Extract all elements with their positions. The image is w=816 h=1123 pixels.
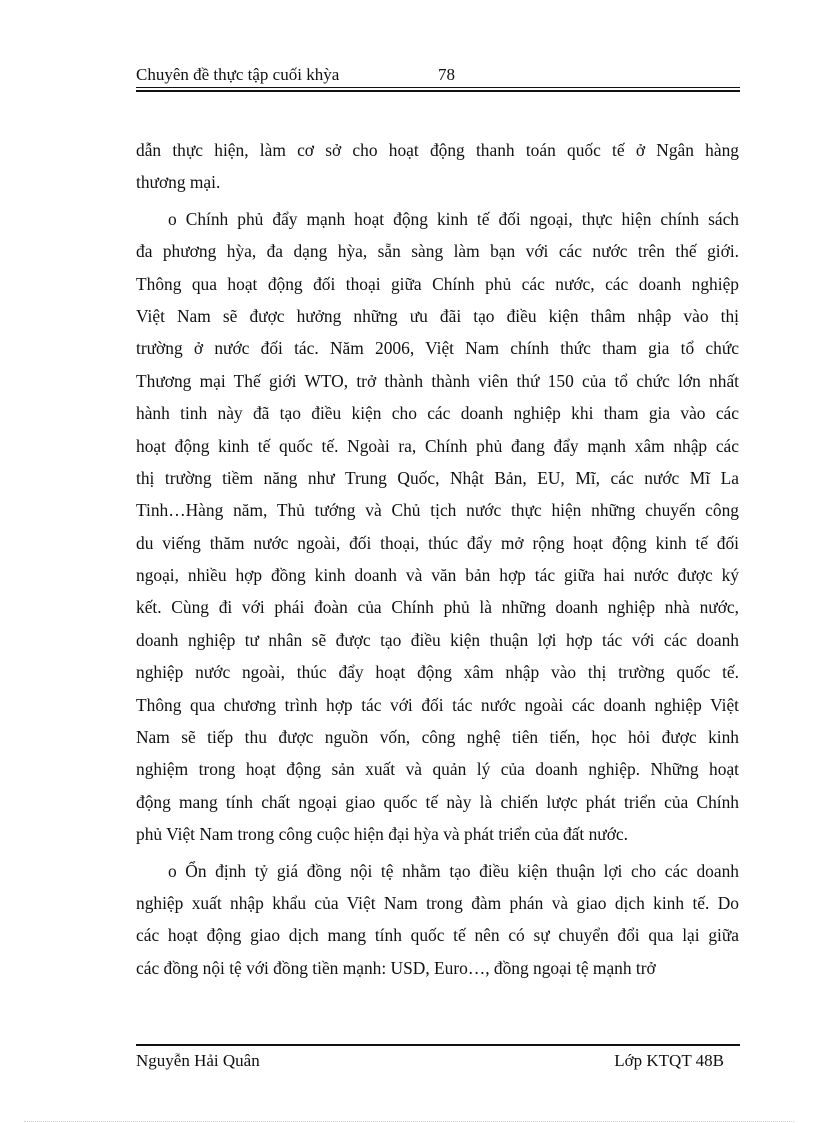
text-line: trường ở nước đối tác. Năm 2006, Việt Nam chính thức tham gia tổ chức xyxy=(136,338,739,359)
text-line: Nam sẽ tiếp thu được nguồn vốn, công nghệ tiên tiến, học hỏi được kinh xyxy=(136,727,739,748)
text-line: nghiệp nước ngoài, thúc đẩy hoạt động xâm nhập vào thị trường quốc tế. xyxy=(136,662,739,683)
text-line: thương mại. xyxy=(136,172,221,193)
text-line: dẫn thực hiện, làm cơ sở cho hoạt động thanh toán quốc tế ở Ngân hàng xyxy=(136,140,739,160)
footer-class: Lớp KTQT 48B xyxy=(614,1051,724,1070)
header-rule-thin xyxy=(136,87,740,88)
text-line: đa phương hỳa, đa dạng hỳa, sẵn sàng làm bạn với các nước trên thế giới. xyxy=(136,241,739,262)
text-line: du viếng thăm nước ngoài, đối thoại, thúc đẩy mở rộng hoạt động kinh tế đối xyxy=(136,532,739,553)
body-text xyxy=(136,134,739,984)
header-rule-thick xyxy=(136,90,740,92)
text-line: o Ổn định tỷ giá đồng nội tệ nhằm tạo điều kiện thuận lợi cho các doanh xyxy=(168,860,739,881)
text-line: thị trường tiềm năng như Trung Quốc, Nhật Bản, EU, Mĩ, các nước Mĩ La xyxy=(136,467,739,488)
text-line: động mang tính chất ngoại giao quốc tế này là chiến lược phát triển của Chính xyxy=(136,791,739,812)
text-line: Thương mại Thế giới WTO, trở thành thành viên thứ 150 của tổ chức lớn nhất xyxy=(136,370,739,391)
footer-rule xyxy=(136,1044,740,1046)
text-line: các đồng nội tệ với đồng tiền mạnh: USD, Euro…, đồng ngoại tệ mạnh trở xyxy=(136,957,656,978)
text-line: các hoạt động giao dịch mang tính quốc tế nên có sự chuyển đổi qua lại giữa xyxy=(136,925,739,946)
page-edge-dots xyxy=(24,1121,794,1122)
text-line: Thông qua chương trình hợp tác với đối tác nước ngoài các doanh nghiệp Việt xyxy=(136,694,739,715)
text-line: nghiệm trong hoạt động sản xuất và quản lý của doanh nghiệp. Những hoạt xyxy=(136,759,739,780)
footer-author: Nguyễn Hải Quân xyxy=(136,1051,260,1070)
text-line: kết. Cùng đi với phái đoàn của Chính phủ là những doanh nghiệp nhà nước, xyxy=(136,597,739,618)
header-title: Chuyên đề thực tập cuối khỳa xyxy=(136,65,340,84)
text-line: nghiệp xuất nhập khẩu của Việt Nam trong đàm phán và giao dịch kinh tế. Do xyxy=(136,892,739,913)
text-line: Thông qua hoạt động đối thoại giữa Chính phủ các nước, các doanh nghiệp xyxy=(136,273,739,294)
page-footer xyxy=(136,1050,740,1074)
text-line: Tinh…Hàng năm, Thủ tướng và Chủ tịch nước thực hiện những chuyến công xyxy=(136,500,739,521)
text-line: hành tinh này đã tạo điều kiện cho các doanh nghiệp khi tham gia vào các xyxy=(136,403,739,424)
text-line: Việt Nam sẽ được hưởng những ưu đãi tạo điều kiện thâm nhập vào thị xyxy=(136,305,739,326)
text-line: doanh nghiệp tư nhân sẽ được tạo điều kiện thuận lợi hợp tác với các doanh xyxy=(136,629,739,650)
text-line: o Chính phủ đẩy mạnh hoạt động kinh tế đối ngoại, thực hiện chính sách xyxy=(168,208,739,229)
text-line: phủ Việt Nam trong công cuộc hiện đại hỳa và phát triển của đất nước. xyxy=(136,824,628,845)
text-line: ngoại, nhiều hợp đồng kinh doanh và văn bản hợp tác giữa hai nước được ký xyxy=(136,565,739,586)
page-number: 78 xyxy=(438,65,455,84)
text-line: hoạt động kinh tế quốc tế. Ngoài ra, Chính phủ đang đẩy mạnh xâm nhập các xyxy=(136,435,739,456)
